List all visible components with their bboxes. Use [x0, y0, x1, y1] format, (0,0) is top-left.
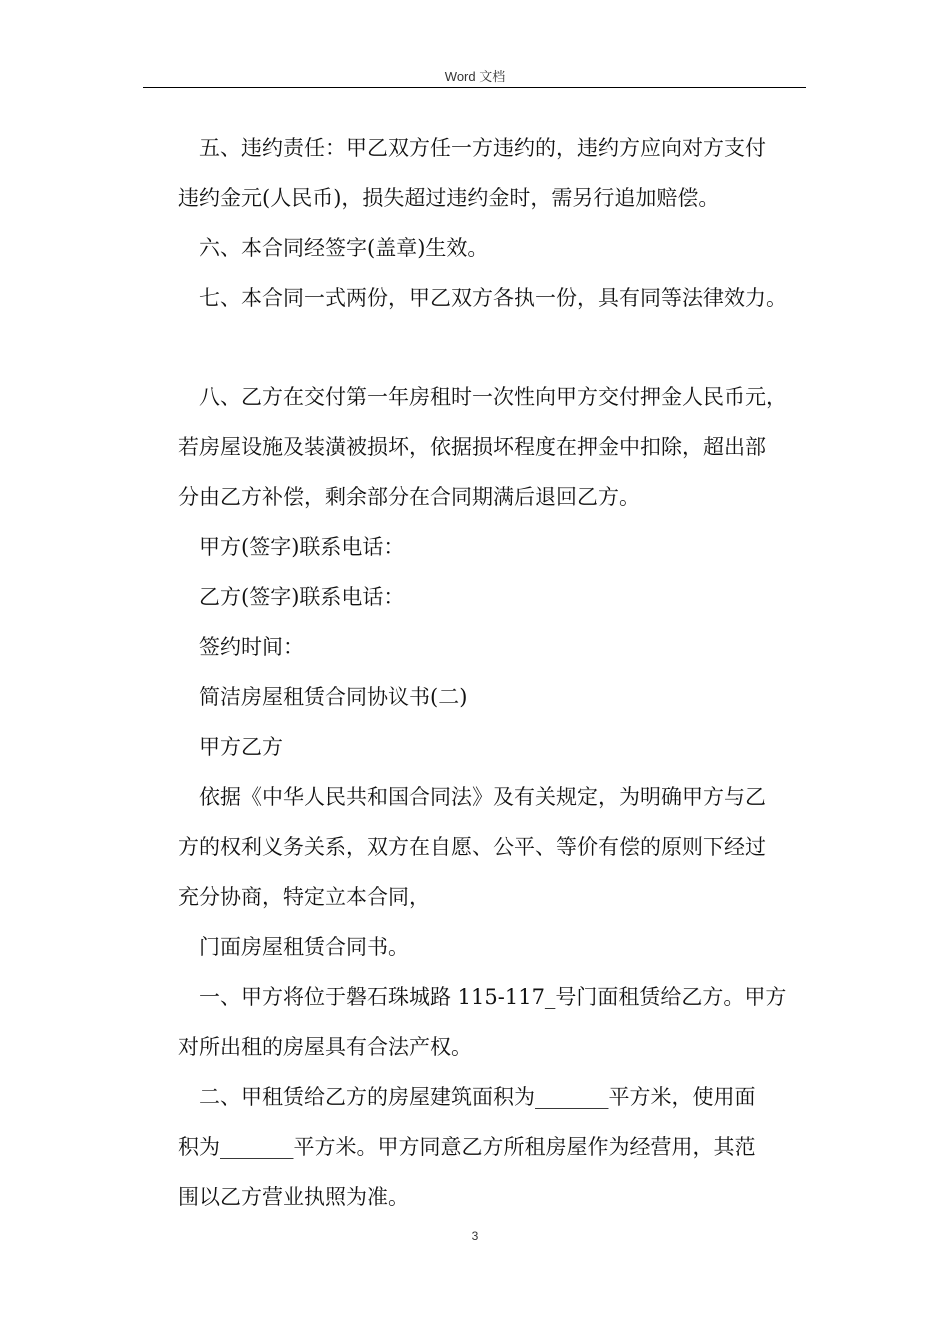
paragraph-line: 乙方(签字)联系电话：	[178, 585, 405, 609]
paragraph-line: 方的权利义务关系，双方在自愿、公平、等价有偿的原则下经过	[178, 835, 766, 859]
paragraph-line: 五、违约责任：甲乙双方任一方违约的，违约方应向对方支付	[178, 136, 766, 160]
paragraph-line: 积为_______平方米。甲方同意乙方所租房屋作为经营用，其范	[178, 1135, 756, 1159]
paragraph-line: 甲方乙方	[178, 735, 283, 759]
paragraph-line: 对所出租的房屋具有合法产权。	[178, 1035, 472, 1059]
paragraph-line: 甲方(签字)联系电话：	[178, 535, 405, 559]
page-header: Word 文档	[444, 69, 506, 84]
paragraph-line: 围以乙方营业执照为准。	[178, 1185, 409, 1209]
paragraph-line: 门面房屋租赁合同书。	[178, 935, 409, 959]
paragraph-line: 若房屋设施及装潢被损坏，依据损坏程度在押金中扣除，超出部	[178, 435, 766, 459]
paragraph-line: 一、甲方将位于磐石珠城路 115-117_号门面租赁给乙方。甲方	[178, 985, 787, 1009]
paragraph-line: 七、本合同一式两份，甲乙双方各执一份，具有同等法律效力。	[178, 286, 787, 310]
paragraph-line: 依据《中华人民共和国合同法》及有关规定，为明确甲方与乙	[178, 785, 766, 809]
paragraph-line: 违约金元(人民币)，损失超过违约金时，需另行追加赔偿。	[178, 186, 720, 210]
paragraph-line: 简洁房屋租赁合同协议书(二)	[178, 685, 468, 709]
paragraph-line: 八、乙方在交付第一年房租时一次性向甲方交付押金人民币元，	[178, 385, 787, 409]
page-number: 3	[471, 1229, 479, 1243]
paragraph-line: 六、本合同经签字(盖章)生效。	[178, 236, 489, 260]
paragraph-line: 充分协商，特定立本合同，	[178, 885, 430, 909]
paragraph-line: 二、甲租赁给乙方的房屋建筑面积为_______平方米，使用面	[178, 1085, 756, 1109]
paragraph-line: 签约时间：	[178, 635, 304, 659]
paragraph-line: 分由乙方补偿，剩余部分在合同期满后退回乙方。	[178, 485, 640, 509]
header-divider	[143, 87, 806, 88]
